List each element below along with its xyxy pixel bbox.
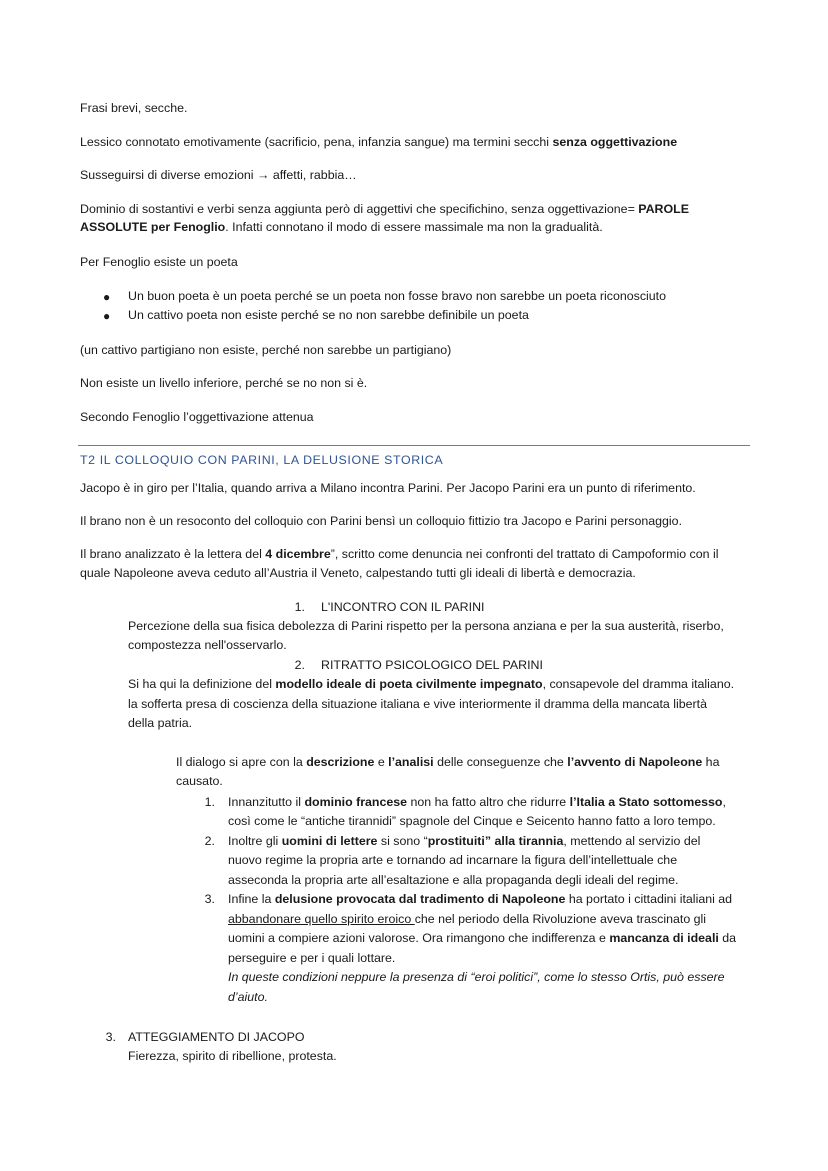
text-line: Lessico connotato emotivamente (sacrificio, pena, infanzia sangue) ma termini secchi senza oggettivazione (80, 135, 678, 149)
list-item: Un cattivo poeta non esiste perché se no non sarebbe definibile un poeta (128, 308, 529, 322)
paragraph: Jacopo è in giro per l’Italia, quando arriva a Milano incontra Parini. Per Jacopo Parini era un punto di riferimento. (80, 481, 696, 495)
paragraph: Il brano analizzato è la lettera del 4 dicembre”, scritto come denuncia nei confronti del trattato di Campoformio con il (80, 547, 719, 561)
paragraph: quale Napoleone aveva ceduto all’Austria il Veneto, calpestando tutti gli ideali di libertà e democrazia. (80, 566, 636, 580)
subheading: RITRATTO PSICOLOGICO DEL PARINI (321, 658, 543, 672)
list-item: d’aiuto. (228, 990, 268, 1004)
list-number: 2. (204, 834, 215, 848)
text-line: della patria. (128, 716, 193, 730)
list-item: asseconda la propria arte all’esaltazione e alla propaganda degli ideali del regime. (228, 873, 679, 887)
list-item: così come le “antiche tirannidi” spagnole del Cinque e Seicento hanno fatto a loro tempo. (228, 814, 716, 828)
list-item: perseguire e per i quali lottare. (228, 951, 396, 965)
text-line: Frasi brevi, secche. (80, 101, 188, 115)
text-line: compostezza nell'osservarlo. (128, 638, 287, 652)
text-line: causato. (176, 774, 223, 788)
list-item: Innanzitutto il dominio francese non ha fatto altro che ridurre l’Italia a Stato sottomesso, (228, 795, 726, 809)
section-heading: T2 IL COLLOQUIO CON PARINI, LA DELUSIONE STORICA (80, 453, 444, 467)
text-line: Non esiste un livello inferiore, perché se no non si è. (80, 376, 368, 390)
text-line: Susseguirsi di diverse emozioni → affetti, rabbia… (80, 168, 357, 182)
bullet-icon: ● (103, 309, 111, 323)
list-item: uomini a compiere azioni valorose. Ora rimangono che indifferenza e mancanza di ideali da (228, 931, 737, 945)
section-divider (78, 445, 750, 446)
text-line: Dominio di sostantivi e verbi senza aggiunta però di aggettivi che specifichino, senza oggettivazione= PAROLE (80, 202, 689, 216)
list-item: nuovo regime la propria arte e tornando ad incarnare la figura dell’intellettuale che (228, 853, 678, 867)
list-number: 1. (204, 795, 215, 809)
list-item: Un buon poeta è un poeta perché se un poeta non fosse bravo non sarebbe un poeta riconosciuto (128, 289, 667, 303)
text-line: Percezione della sua fisica debolezza di Parini rispetto per la persona anziana e per la sua austerità, riserbo, (128, 619, 724, 633)
list-item: In queste condizioni neppure la presenza di “eroi politici”, come lo stesso Ortis, può essere (228, 970, 725, 984)
list-number: 2. (294, 658, 305, 672)
list-number: 3. (105, 1030, 116, 1044)
text-line: Secondo Fenoglio l’oggettivazione attenua (80, 410, 314, 424)
list-number: 3. (204, 892, 215, 906)
paragraph: Il brano non è un resoconto del colloquio con Parini bensì un colloquio fittizio tra Jacopo e Parini personaggio. (80, 514, 683, 528)
text-line: la sofferta presa di coscienza della situazione italiana e vive interiormente il dramma della mancata libertà (128, 697, 707, 711)
text-line: ASSOLUTE per Fenoglio. Infatti connotano il modo di essere massimale ma non la gradualità. (80, 220, 603, 234)
subheading: ATTEGGIAMENTO DI JACOPO (128, 1030, 305, 1044)
list-item: Infine la delusione provocata dal tradimento di Napoleone ha portato i cittadini italiani ad (228, 892, 733, 906)
text-line: Il dialogo si apre con la descrizione e l’analisi delle conseguenze che l’avvento di Napoleone ha (176, 755, 720, 769)
list-item: abbandonare quello spirito eroico che nel periodo della Rivoluzione aveva trascinato gli (228, 912, 707, 926)
list-item: Inoltre gli uomini di lettere si sono “prostituiti” alla tirannia, mettendo al servizio del (228, 834, 701, 848)
text-line: (un cattivo partigiano non esiste, perché non sarebbe un partigiano) (80, 343, 452, 357)
text-line: Per Fenoglio esiste un poeta (80, 255, 238, 269)
bullet-icon: ● (103, 290, 111, 304)
text-line: Si ha qui la definizione del modello ideale di poeta civilmente impegnato, consapevole del dramma italiano. (128, 677, 735, 691)
list-number: 1. (294, 600, 305, 614)
subheading: L'INCONTRO CON IL PARINI (321, 600, 485, 614)
text-line: Fierezza, spirito di ribellione, protesta. (128, 1049, 337, 1063)
